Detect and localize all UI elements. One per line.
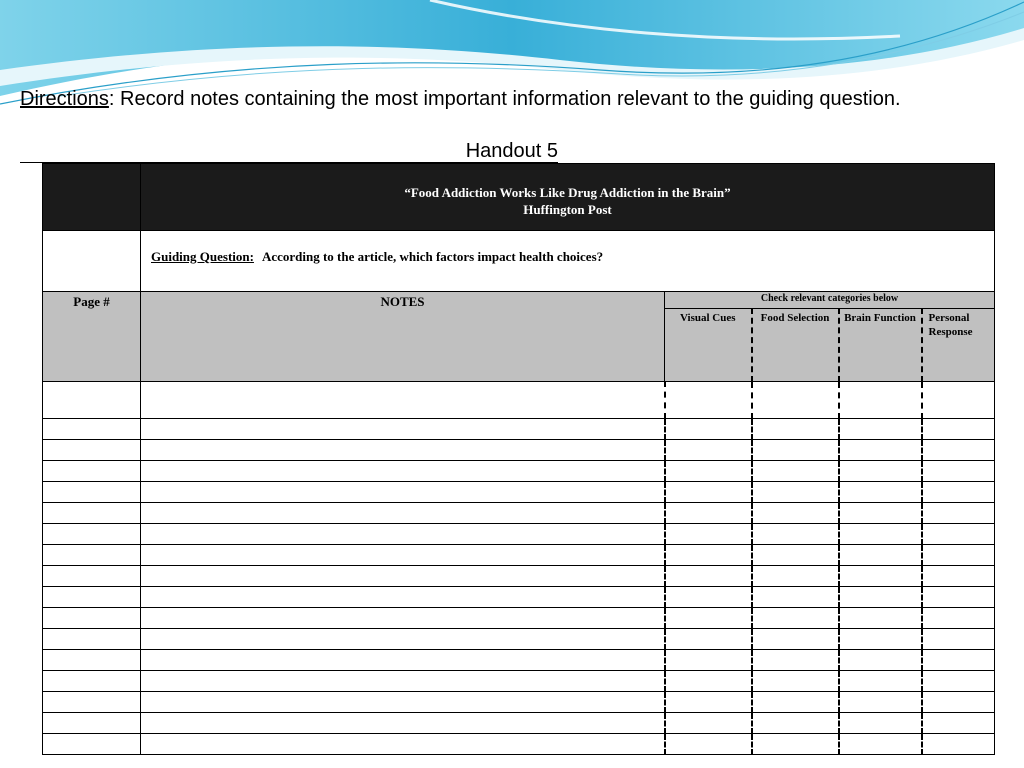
personal-response-cell[interactable] [922, 382, 995, 419]
food-selection-cell[interactable] [752, 503, 839, 524]
food-selection-cell[interactable] [752, 692, 839, 713]
visual-cues-cell[interactable] [665, 671, 752, 692]
notes-row [43, 608, 995, 629]
personal-response-cell[interactable] [922, 692, 995, 713]
brain-function-cell[interactable] [839, 671, 922, 692]
article-source: Huffington Post [523, 202, 612, 217]
handout-label: Handout 5 [465, 140, 558, 162]
notes-row [43, 566, 995, 587]
notes-row [43, 692, 995, 713]
personal-response-cell[interactable] [922, 461, 995, 482]
handout-line [20, 140, 558, 163]
notes-row [43, 461, 995, 482]
notes-cell[interactable] [141, 671, 665, 692]
visual-cues-cell[interactable] [665, 382, 752, 419]
visual-cues-cell[interactable] [665, 482, 752, 503]
notes-rows [43, 382, 995, 755]
page-cell[interactable] [43, 461, 141, 482]
visual-cues-cell[interactable] [665, 524, 752, 545]
title-corner-cell [43, 164, 141, 231]
category-brain-function: Brain Function [839, 309, 922, 382]
personal-response-cell[interactable] [922, 524, 995, 545]
food-selection-cell[interactable] [752, 629, 839, 650]
visual-cues-cell[interactable] [665, 545, 752, 566]
notes-row [43, 382, 995, 419]
notes-cell[interactable] [141, 524, 665, 545]
brain-function-cell[interactable] [839, 461, 922, 482]
guiding-question-row [43, 231, 995, 292]
notes-row [43, 671, 995, 692]
brain-function-cell[interactable] [839, 608, 922, 629]
page-cell[interactable] [43, 734, 141, 755]
brain-function-cell[interactable] [839, 734, 922, 755]
notes-cell[interactable] [141, 419, 665, 440]
food-selection-cell[interactable] [752, 671, 839, 692]
guiding-question-text: According to the article, which factors impact health choices? [261, 249, 604, 264]
food-selection-cell[interactable] [752, 461, 839, 482]
brain-function-cell[interactable] [839, 587, 922, 608]
notes-row [43, 419, 995, 440]
page-cell[interactable] [43, 692, 141, 713]
notes-cell[interactable] [141, 650, 665, 671]
notes-cell[interactable] [141, 629, 665, 650]
notes-cell[interactable] [141, 713, 665, 734]
article-title-cell [141, 164, 995, 231]
brain-function-cell[interactable] [839, 545, 922, 566]
notes-cell[interactable] [141, 461, 665, 482]
brain-function-cell[interactable] [839, 713, 922, 734]
visual-cues-cell[interactable] [665, 629, 752, 650]
personal-response-cell[interactable] [922, 671, 995, 692]
notes-row [43, 587, 995, 608]
brain-function-cell[interactable] [839, 419, 922, 440]
notes-cell[interactable] [141, 482, 665, 503]
notes-row [43, 629, 995, 650]
category-visual-cues: Visual Cues [665, 309, 752, 382]
notes-row [43, 524, 995, 545]
brain-function-cell[interactable] [839, 629, 922, 650]
directions-label: Directions [20, 88, 109, 110]
visual-cues-cell[interactable] [665, 608, 752, 629]
notes-row [43, 482, 995, 503]
page-column-header: Page # [43, 292, 141, 382]
column-header-row [43, 292, 995, 309]
food-selection-cell[interactable] [752, 524, 839, 545]
page-cell[interactable] [43, 566, 141, 587]
question-corner-cell [43, 231, 141, 292]
personal-response-cell[interactable] [922, 545, 995, 566]
notes-cell[interactable] [141, 692, 665, 713]
page-cell[interactable] [43, 482, 141, 503]
notes-row [43, 545, 995, 566]
notes-cell[interactable] [141, 608, 665, 629]
brain-function-cell[interactable] [839, 440, 922, 461]
check-categories-header: Check relevant categories below [665, 292, 995, 309]
personal-response-cell[interactable] [922, 608, 995, 629]
page-cell[interactable] [43, 503, 141, 524]
personal-response-cell[interactable] [922, 419, 995, 440]
food-selection-cell[interactable] [752, 734, 839, 755]
visual-cues-cell[interactable] [665, 503, 752, 524]
personal-response-cell[interactable] [922, 503, 995, 524]
personal-response-cell[interactable] [922, 440, 995, 461]
notes-row [43, 650, 995, 671]
page-cell[interactable] [43, 629, 141, 650]
personal-response-cell[interactable] [922, 650, 995, 671]
food-selection-cell[interactable] [752, 545, 839, 566]
directions-text [20, 85, 980, 113]
page-cell[interactable] [43, 382, 141, 419]
guiding-question-label: Guiding Question: [151, 249, 254, 264]
food-selection-cell[interactable] [752, 440, 839, 461]
visual-cues-cell[interactable] [665, 650, 752, 671]
category-food-selection: Food Selection [752, 309, 839, 382]
food-selection-cell[interactable] [752, 587, 839, 608]
notes-cell[interactable] [141, 734, 665, 755]
notes-cell[interactable] [141, 440, 665, 461]
visual-cues-cell[interactable] [665, 461, 752, 482]
notes-cell[interactable] [141, 503, 665, 524]
personal-response-cell[interactable] [922, 629, 995, 650]
notes-table [42, 163, 995, 755]
brain-function-cell[interactable] [839, 382, 922, 419]
food-selection-cell[interactable] [752, 482, 839, 503]
page-cell[interactable] [43, 524, 141, 545]
brain-function-cell[interactable] [839, 566, 922, 587]
visual-cues-cell[interactable] [665, 692, 752, 713]
brain-function-cell[interactable] [839, 503, 922, 524]
notes-row [43, 503, 995, 524]
personal-response-cell[interactable] [922, 587, 995, 608]
notes-cell[interactable] [141, 545, 665, 566]
visual-cues-cell[interactable] [665, 419, 752, 440]
page-cell[interactable] [43, 671, 141, 692]
personal-response-cell[interactable] [922, 566, 995, 587]
page-cell[interactable] [43, 587, 141, 608]
brain-function-cell[interactable] [839, 650, 922, 671]
notes-row [43, 713, 995, 734]
visual-cues-cell[interactable] [665, 587, 752, 608]
notes-row [43, 440, 995, 461]
page-cell[interactable] [43, 440, 141, 461]
page-cell[interactable] [43, 650, 141, 671]
page-cell[interactable] [43, 545, 141, 566]
food-selection-cell[interactable] [752, 650, 839, 671]
page-cell[interactable] [43, 419, 141, 440]
page-cell[interactable] [43, 713, 141, 734]
article-title-row [43, 164, 995, 231]
notes-cell[interactable] [141, 566, 665, 587]
food-selection-cell[interactable] [752, 713, 839, 734]
visual-cues-cell[interactable] [665, 566, 752, 587]
brain-function-cell[interactable] [839, 524, 922, 545]
visual-cues-cell[interactable] [665, 713, 752, 734]
page-cell[interactable] [43, 608, 141, 629]
personal-response-cell[interactable] [922, 713, 995, 734]
personal-response-cell[interactable] [922, 734, 995, 755]
food-selection-cell[interactable] [752, 419, 839, 440]
category-personal-response: Personal Response [922, 309, 995, 382]
brain-function-cell[interactable] [839, 482, 922, 503]
notes-column-header: NOTES [141, 292, 665, 382]
notes-cell[interactable] [141, 382, 665, 419]
directions-body: : Record notes containing the most important information relevant to the guiding question. [108, 88, 901, 110]
visual-cues-cell[interactable] [665, 440, 752, 461]
food-selection-cell[interactable] [752, 382, 839, 419]
article-title: “Food Addiction Works Like Drug Addiction in the Brain” [404, 185, 731, 200]
brain-function-cell[interactable] [839, 692, 922, 713]
visual-cues-cell[interactable] [665, 734, 752, 755]
food-selection-cell[interactable] [752, 608, 839, 629]
notes-cell[interactable] [141, 587, 665, 608]
guiding-question-cell [141, 231, 995, 292]
personal-response-cell[interactable] [922, 482, 995, 503]
notes-row [43, 734, 995, 755]
food-selection-cell[interactable] [752, 566, 839, 587]
